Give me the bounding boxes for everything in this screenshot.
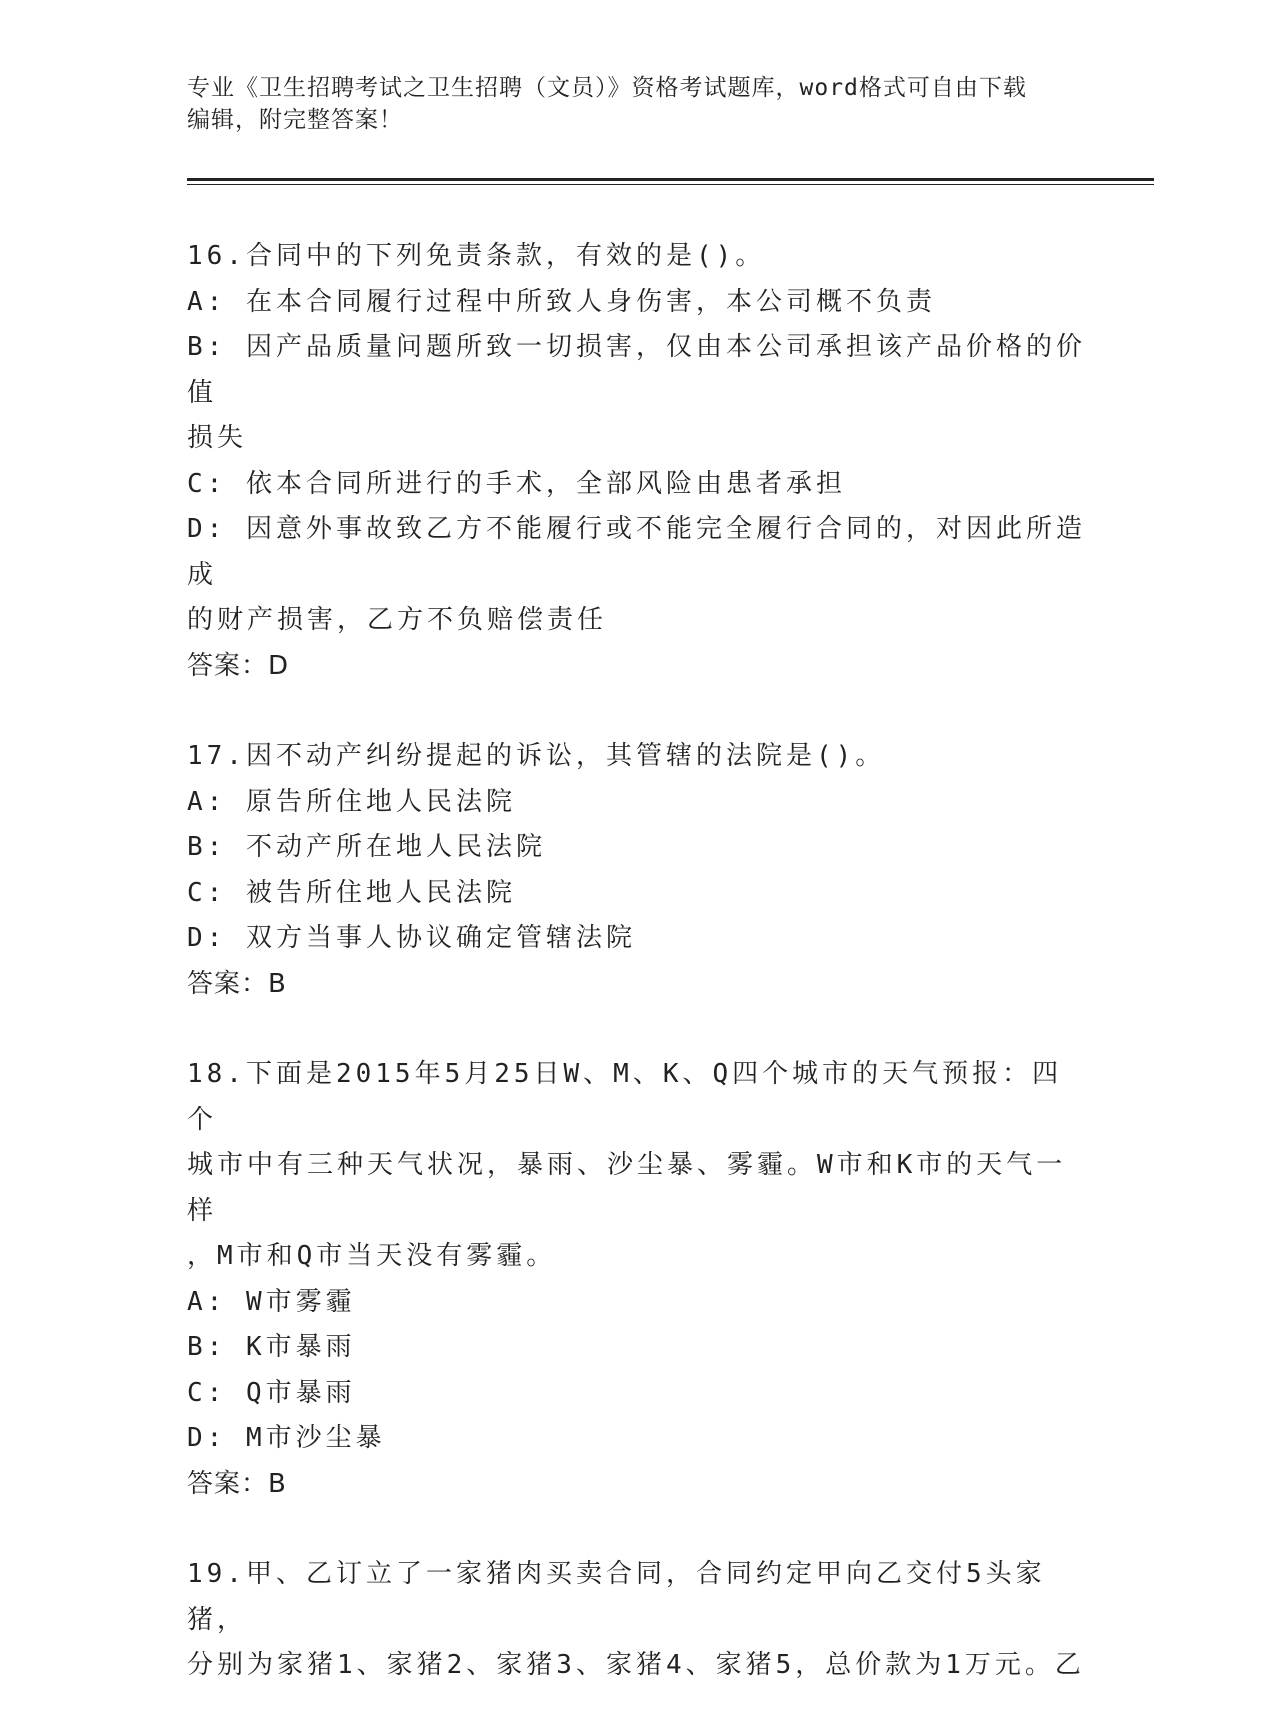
- option-b: B: K市暴雨: [187, 1332, 356, 1362]
- option-a: A: W市雾霾: [187, 1286, 356, 1317]
- option-c: C: 依本合同所进行的手术，全部风险由患者承担: [187, 468, 846, 499]
- option-d: D: 因意外事故致乙方不能履行或不能完全履行合同的，对因此所造成: [187, 514, 1086, 590]
- answer: 答案：B: [187, 968, 287, 999]
- document-header: [187, 72, 1087, 136]
- question-stem-continued: ，M市和Q市当天没有雾霾。: [187, 1241, 557, 1271]
- question-stem: 19.甲、乙订立了一家猪肉买卖合同，合同约定甲向乙交付5头家猪，: [187, 1559, 1046, 1635]
- option-d: D: 双方当事人协议确定管辖法院: [187, 923, 636, 953]
- option-b-continued: 损失: [187, 423, 248, 453]
- question-stem: 18.下面是2015年5月25日W、M、K、Q四个城市的天气预报：四个: [187, 1059, 1063, 1135]
- option-a: A: 原告所住地人民法院: [187, 786, 516, 817]
- header-rule-thin: [187, 184, 1154, 185]
- question-list: [187, 234, 1092, 1734]
- option-c: C: Q市暴雨: [187, 1377, 356, 1408]
- question-17: [187, 734, 1092, 1007]
- option-d: D: M市沙尘暴: [187, 1423, 386, 1453]
- question-19: [187, 1552, 1092, 1689]
- question-16: [187, 234, 1092, 689]
- option-b: B: 不动产所在地人民法院: [187, 832, 546, 862]
- option-b: B: 因产品质量问题所致一切损害，仅由本公司承担该产品价格的价值: [187, 332, 1086, 408]
- question-18: [187, 1052, 1092, 1507]
- option-a: A: 在本合同履行过程中所致人身伤害，本公司概不负责: [187, 286, 936, 317]
- question-stem: 16.合同中的下列免责条款，有效的是()。: [187, 241, 766, 271]
- answer: 答案：D: [187, 650, 290, 681]
- question-stem-continued: 城市中有三种天气状况，暴雨、沙尘暴、雾霾。W市和K市的天气一样: [187, 1150, 1067, 1226]
- answer: 答案：B: [187, 1468, 287, 1499]
- option-d-continued: 的财产损害，乙方不负赔偿责任: [187, 605, 608, 635]
- question-stem-continued: 分别为家猪1、家猪2、家猪3、家猪4、家猪5，总价款为1万元。乙: [187, 1650, 1085, 1680]
- question-stem: 17.因不动产纠纷提起的诉讼，其管辖的法院是()。: [187, 741, 886, 771]
- option-c: C: 被告所住地人民法院: [187, 877, 516, 908]
- header-rule-thick: [187, 178, 1154, 181]
- header-line-1: 专业《卫生招聘考试之卫生招聘（文员）》资格考试题库，word格式可自由下载: [187, 75, 1027, 101]
- header-line-2: 编辑，附完整答案！: [187, 107, 403, 133]
